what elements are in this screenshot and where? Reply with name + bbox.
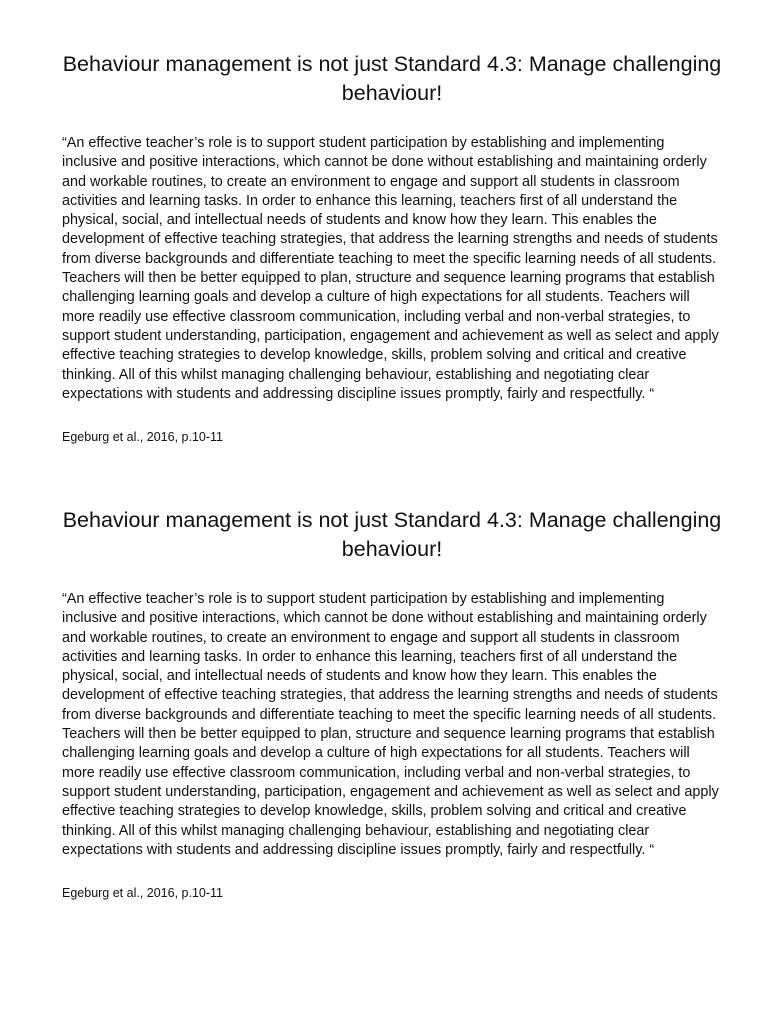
section-title: Behaviour management is not just Standard 4.3: Manage challenging behaviour! <box>62 52 722 105</box>
quote-section-1 <box>62 50 722 445</box>
quote-section-2 <box>62 506 722 901</box>
section-title: Behaviour management is not just Standard 4.3: Manage challenging behaviour! <box>62 508 722 561</box>
citation: Egeburg et al., 2016, p.10-11 <box>62 886 223 901</box>
citation: Egeburg et al., 2016, p.10-11 <box>62 430 223 445</box>
quote-paragraph: “An effective teacher’s role is to support student participation by establishing and implementing inclusive and positive interactions, which cannot be done without establishing and maintaining orderly and workable routines, to create an environment to engage and support all students in classroom activities and learning tasks. In order to enhance this learning, teachers first of all understand the physical, social, and intellectual needs of students and know how they learn. This enables the development of effective teaching strategies, that address the learning strengths and needs of students from diverse backgrounds and differentiate teaching to meet the specific learning needs of all students. Teachers will then be better equipped to plan, structure and sequence learning programs that establish challenging learning goals and develop a culture of high expectations for all students. Teachers will more readily use effective classroom communication, including verbal and non-verbal strategies, to support student understanding, participation, engagement and achievement as well as select and apply effective teaching strategies to develop knowledge, skills, problem solving and critical and creative thinking. All of this whilst managing challenging behaviour, establishing and negotiating clear expectations with students and addressing discipline issues promptly, fairly and respectfully. “ <box>62 135 719 402</box>
quote-paragraph: “An effective teacher’s role is to support student participation by establishing and implementing inclusive and positive interactions, which cannot be done without establishing and maintaining orderly and workable routines, to create an environment to engage and support all students in classroom activities and learning tasks. In order to enhance this learning, teachers first of all understand the physical, social, and intellectual needs of students and know how they learn. This enables the development of effective teaching strategies, that address the learning strengths and needs of students from diverse backgrounds and differentiate teaching to meet the specific learning needs of all students. Teachers will then be better equipped to plan, structure and sequence learning programs that establish challenging learning goals and develop a culture of high expectations for all students. Teachers will more readily use effective classroom communication, including verbal and non-verbal strategies, to support student understanding, participation, engagement and achievement as well as select and apply effective teaching strategies to develop knowledge, skills, problem solving and critical and creative thinking. All of this whilst managing challenging behaviour, establishing and negotiating clear expectations with students and addressing discipline issues promptly, fairly and respectfully. “ <box>62 591 719 858</box>
